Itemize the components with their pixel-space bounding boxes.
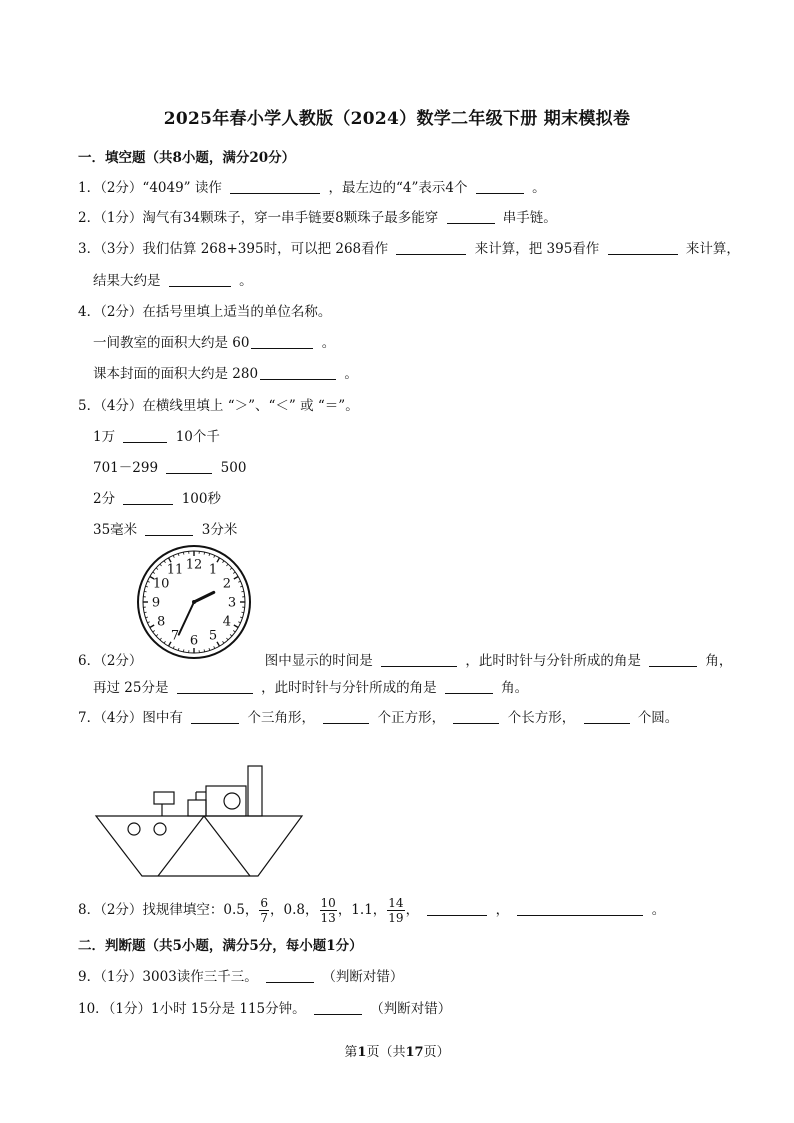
clock-number: 4: [222, 614, 232, 630]
fraction-10-13: $\frac{10}{13}$: [320, 896, 336, 925]
clock-number: 9: [151, 595, 161, 611]
clock-number: 7: [170, 628, 180, 644]
clock-number: 8: [156, 614, 166, 630]
question-10: 10．（1分）1小时 15分是 115分钟。 （判断对错）: [78, 1001, 452, 1017]
clock-number: 10: [152, 576, 170, 592]
answer-blank-6c[interactable]: [177, 679, 253, 694]
clock-center: [192, 600, 196, 604]
clock-tick: [241, 612, 243, 613]
question-3: 3．（3分）我们估算 268+395时，可以把 268看作 来计算，把 395看作 来计算，: [78, 241, 740, 257]
question-5: 5．（4分）在横线里填上 “＞”、“＜” 或 “＝”。: [78, 398, 359, 414]
clock-tick: [183, 552, 184, 554]
clock-tick: [241, 591, 243, 592]
answer-blank-3a[interactable]: [396, 240, 466, 255]
answer-blank-5b[interactable]: [166, 459, 212, 474]
clock-number: 1: [208, 562, 218, 578]
answer-blank-8b[interactable]: [517, 901, 643, 916]
question-4-line-1: 一间教室的面积大约是 60 。: [93, 335, 336, 351]
answer-blank-7b[interactable]: [323, 709, 369, 724]
clock-number: 12: [185, 557, 203, 573]
clock-tick: [204, 552, 205, 554]
answer-blank-6a[interactable]: [381, 652, 457, 667]
ship-cabin-mid: [188, 800, 206, 816]
section-heading-true-false: 二．判断题（共5小题，满分5分，每小题1分）: [78, 938, 363, 954]
section-heading-fill-blank: 一．填空题（共8小题，满分20分）: [78, 150, 296, 166]
fraction-14-19: $\frac{14}{19}$: [388, 896, 404, 925]
answer-blank-3c[interactable]: [169, 272, 231, 287]
answer-blank-4b[interactable]: [260, 365, 336, 380]
question-2: 2．（1分）淘气有34颗珠子，穿一串手链要8颗珠子最多能穿 串手链。: [78, 210, 557, 226]
ship-figure: [92, 762, 306, 880]
question-5-row-1: 1万 10个千: [93, 429, 220, 445]
clock-number: 5: [208, 628, 218, 644]
question-1: 1．（2分）“4049” 读作 ，最左边的“4”表示4个 。: [78, 180, 546, 196]
page-footer: 第1页（共17页）: [344, 1045, 450, 1060]
answer-blank-7a[interactable]: [191, 709, 239, 724]
fraction-6-7: $\frac{6}{7}$: [260, 896, 269, 925]
ship-hull-line-right: [204, 816, 250, 876]
ship-cabin-small: [154, 792, 174, 804]
page-number: 1: [357, 1045, 367, 1060]
question-4: 4．（2分）在括号里填上适当的单位名称。: [78, 304, 332, 320]
clock-tick: [144, 591, 146, 592]
clock-number: 2: [222, 576, 232, 592]
clock-number: 6: [189, 633, 199, 649]
answer-blank-5a[interactable]: [123, 428, 167, 443]
answer-blank-5d[interactable]: [145, 521, 193, 536]
answer-blank-7d[interactable]: [584, 709, 630, 724]
question-5-row-4: 35毫米 3分米: [93, 522, 238, 538]
page-title: 2025年春小学人教版（2024）数学二年级下册 期末模拟卷: [163, 109, 631, 129]
question-8: 8．（2分）找规律填空：0.5， $\frac{6}{7}$ ，0.8， $\frac{10}{13}$ ，1.1， $\frac{14}{19}$ ， ， 。: [78, 896, 666, 925]
answer-blank-6b[interactable]: [649, 652, 697, 667]
question-7: 7．（4分）图中有 个三角形， 个正方形， 个长方形， 个圆。: [78, 710, 679, 726]
question-3-cont: 结果大约是 。: [93, 273, 253, 289]
ship-porthole-1: [128, 823, 140, 835]
question-5-row-3: 2分 100秒: [93, 491, 221, 507]
answer-blank-3b[interactable]: [608, 240, 678, 255]
ship-cabin-window: [224, 793, 240, 809]
question-4-line-2: 课本封面的面积大约是 280 。: [93, 366, 358, 382]
question-5-row-2: 701－299 500: [93, 460, 247, 476]
answer-blank-2[interactable]: [447, 209, 495, 224]
question-6: 6．（2分） 图中显示的时间是 ，此时时针与分针所成的角是 角，: [78, 653, 733, 669]
clock-tick: [144, 612, 146, 613]
clock-figure: [134, 545, 256, 661]
answer-blank-4a[interactable]: [251, 334, 313, 349]
answer-blank-5c[interactable]: [123, 490, 173, 505]
clock-number: 11: [166, 562, 184, 578]
answer-blank-1a[interactable]: [230, 179, 320, 194]
answer-blank-6d[interactable]: [445, 679, 493, 694]
question-6-cont: 再过 25分是 ，此时时针与分针所成的角是 角。: [93, 680, 529, 696]
ship-chimney: [248, 766, 262, 816]
answer-blank-8a[interactable]: [427, 901, 487, 916]
answer-blank-1b[interactable]: [476, 179, 524, 194]
page-total: 17: [405, 1045, 424, 1060]
clock-number: 3: [227, 595, 237, 611]
ship-porthole-2: [154, 823, 166, 835]
question-9: 9．（1分）3003读作三千三。 （判断对错）: [78, 969, 404, 985]
answer-blank-7c[interactable]: [453, 709, 499, 724]
answer-blank-10[interactable]: [314, 1000, 362, 1015]
answer-blank-9[interactable]: [266, 968, 314, 983]
ship-hull: [96, 816, 302, 876]
